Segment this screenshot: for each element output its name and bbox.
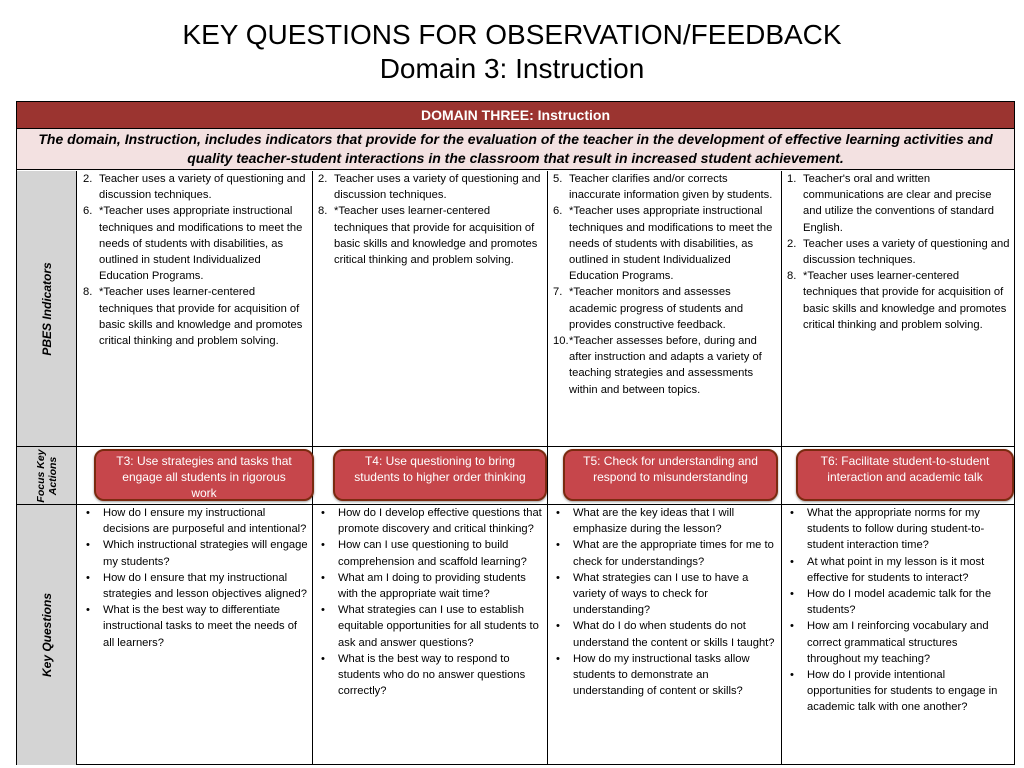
row-label-focus-text: Focus Key Actions (34, 448, 59, 503)
indicators-cell-1 (79, 171, 310, 349)
indicator-text: Teacher's oral and written communications are clear and precise and utilize the conventions of standard English. (803, 173, 994, 234)
indicator-text: Teacher uses a variety of questioning and discussion techniques. (803, 237, 1010, 267)
indicator-text: *Teacher monitors and assesses academic progress of students and provides constructive feedback. (569, 286, 744, 331)
indicator-item (783, 236, 1012, 268)
row-label-questions-text: Key Questions (39, 592, 54, 678)
question-list-4 (783, 505, 1012, 716)
domain-description: The domain, Instruction, includes indicators that provide for the evaluation of the teacher in the development of effective learning activities and quality teacher-student interactions in the classroom that result in increased student achievement. (17, 129, 1014, 170)
indicator-item (79, 171, 310, 203)
row-label-questions (17, 505, 77, 765)
question-item: • How do I provide intentional opportunities for students to engage in academic talk with one another? (783, 667, 1012, 716)
indicator-item (549, 333, 779, 398)
domain-header: DOMAIN THREE: Instruction (17, 102, 1014, 129)
row-label-focus (17, 447, 77, 504)
question-list-2 (314, 505, 545, 699)
question-item: • How do I ensure my instructional decisions are purposeful and intentional? (79, 505, 310, 537)
question-item: • What are the appropriate times for me to check for understandings? (549, 537, 779, 569)
indicators-cell-2 (314, 171, 545, 268)
question-item: • What are the key ideas that I will emphasize during the lesson? (549, 505, 779, 537)
indicator-number: 2. (83, 173, 93, 185)
indicator-item (783, 268, 1012, 333)
indicator-list-1 (79, 171, 310, 349)
questions-cell-4 (783, 505, 1012, 716)
slide-title (0, 18, 1024, 86)
indicator-item (79, 284, 310, 349)
indicator-text: Teacher clarifies and/or corrects inaccurate information given by students. (569, 173, 773, 202)
indicator-number: 8. (318, 205, 328, 218)
focus-action-t4: T4: Use questioning to bring students to higher order thinking (333, 449, 547, 501)
indicator-number: 10. (553, 335, 569, 348)
focus-action-t3: T3: Use strategies and tasks that engage all students in rigorous work (94, 449, 314, 501)
title-line-2: Domain 3: Instruction (379, 53, 645, 84)
question-item: • What is the best way to differentiate instructional tasks to meet the needs of all learners? (79, 602, 310, 651)
question-item: • What the appropriate norms for my students to follow during student-to-student interaction time? (783, 505, 1012, 554)
indicator-list-2 (314, 171, 545, 268)
indicator-item (783, 171, 1012, 236)
indicator-number: 5. (553, 173, 563, 185)
indicator-item (549, 284, 779, 333)
question-item: • Which instructional strategies will engage my students? (79, 537, 310, 569)
question-item: • How can I use questioning to build comprehension and scaffold learning? (314, 537, 545, 569)
row-label-pbes (17, 171, 77, 446)
indicator-number: 1. (787, 173, 797, 185)
indicator-number: 8. (83, 286, 93, 299)
indicator-text: *Teacher uses learner-centered techniques that provide for acquisition of basic skills and knowledge and promotes critical thinking and problem solving. (334, 205, 538, 267)
question-item: • What do I do when students do not understand the content or skills I taught? (549, 618, 779, 650)
focus-action-t5: T5: Check for understanding and respond to misunderstanding (563, 449, 778, 501)
questions-cell-3 (549, 505, 779, 699)
indicator-text: Teacher uses a variety of questioning and discussion techniques. (99, 173, 306, 202)
question-item: • How do my instructional tasks allow students to demonstrate an understanding of content or skills? (549, 651, 779, 700)
indicator-text: *Teacher assesses before, during and after instruction and adapts a variety of teaching strategies and assessments within and between topics. (569, 335, 762, 396)
indicator-text: *Teacher uses learner-centered techniques that provide for acquisition of basic skills and knowledge and promotes critical thinking and problem solving. (803, 270, 1007, 331)
row-divider (17, 446, 1014, 447)
indicator-number: 8. (787, 270, 797, 283)
indicator-text: *Teacher uses appropriate instructional techniques and modifications to meet the needs of students with disabilities, as outlined in student Individualized Education Programs. (99, 205, 303, 283)
question-item: • How do I develop effective questions that promote discovery and critical thinking? (314, 505, 545, 537)
question-list-1 (79, 505, 310, 651)
indicator-item (549, 203, 779, 284)
indicator-number: 2. (787, 237, 797, 250)
indicators-cell-4 (783, 171, 1012, 333)
indicator-text: Teacher uses a variety of questioning and discussion techniques. (334, 173, 541, 202)
column-divider (781, 171, 782, 765)
question-item: • How do I model academic talk for the students? (783, 586, 1012, 618)
indicator-item (79, 203, 310, 284)
focus-action-t6: T6: Facilitate student-to-student interaction and academic talk (796, 449, 1014, 501)
indicator-item (314, 171, 545, 203)
indicator-number: 7. (553, 286, 563, 299)
question-item: • What is the best way to respond to students who do no answer questions correctly? (314, 651, 545, 700)
question-item: • At what point in my lesson is it most effective for students to interact? (783, 554, 1012, 586)
row-label-pbes-text: PBES Indicators (39, 261, 54, 356)
indicator-text: *Teacher uses appropriate instructional techniques and modifications to meet the needs of students with disabilities, as outlined in student Individualized Education Programs. (569, 205, 773, 283)
indicator-number: 6. (553, 205, 563, 218)
indicators-cell-3 (549, 171, 779, 398)
question-item: • How am I reinforcing vocabulary and correct grammatical structures throughout my teaching? (783, 618, 1012, 667)
indicator-text: *Teacher uses learner-centered techniques that provide for acquisition of basic skills and knowledge and promotes critical thinking and problem solving. (99, 286, 303, 348)
indicator-number: 2. (318, 173, 328, 185)
question-list-3 (549, 505, 779, 699)
indicator-list-4 (783, 171, 1012, 333)
questions-cell-2 (314, 505, 545, 699)
questions-cell-1 (79, 505, 310, 651)
question-item: • How do I ensure that my instructional strategies and lesson objectives aligned? (79, 570, 310, 602)
question-item: • What strategies can I use to establish equitable opportunities for all students to ask and answer questions? (314, 602, 545, 651)
indicator-number: 6. (83, 205, 93, 218)
column-divider (547, 171, 548, 765)
indicator-item (549, 171, 779, 203)
question-item: • What am I doing to providing students with the appropriate wait time? (314, 570, 545, 602)
title-line-1: KEY QUESTIONS FOR OBSERVATION/FEEDBACK (182, 19, 842, 50)
indicator-list-3 (549, 171, 779, 398)
domain-table (16, 101, 1015, 765)
question-item: • What strategies can I use to have a variety of ways to check for understanding? (549, 570, 779, 619)
indicator-item (314, 203, 545, 268)
